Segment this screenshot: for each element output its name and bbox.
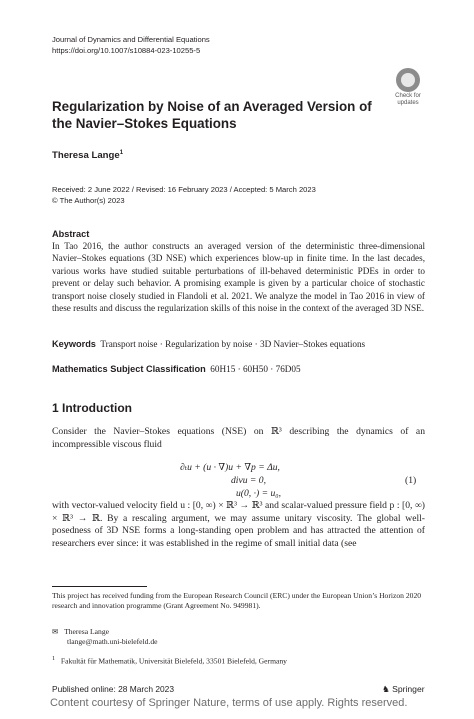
msc-text: 60H15 · 60H50 · 76D05: [210, 364, 301, 374]
article-dates: [52, 185, 316, 206]
journal-header: [52, 34, 210, 56]
keywords: [52, 339, 365, 349]
badge-line1: Check for: [395, 93, 421, 99]
msc-classification: [52, 364, 301, 374]
article-title: Regularization by Noise of an Averaged Version of the Navier–Stokes Equations: [52, 99, 372, 131]
journal-name: Journal of Dynamics and Differential Equations: [52, 35, 210, 44]
affil-number: 1: [52, 655, 56, 662]
intro-paragraph-1: Consider the Navier–Stokes equations (NSE) on ℝ³ describing the dynamics of an incompressible viscous fluid: [52, 426, 425, 450]
equation-line-1: ∂ₜu + (u · ∇)u + ∇p = Δu,: [180, 462, 280, 473]
footnote-divider: [52, 586, 147, 587]
journal-doi[interactable]: https://doi.org/10.1007/s10884-023-10255-5: [52, 46, 201, 55]
courtesy-watermark: Content courtesy of Springer Nature, terms of use apply. Rights reserved.: [50, 697, 408, 709]
author-name: Theresa Lange: [52, 150, 120, 162]
affil-text: Fakultät für Mathematik, Universität Bielefeld, 33501 Bielefeld, Germany: [60, 656, 287, 666]
corr-author-name: Theresa Lange: [64, 627, 109, 636]
dates-history: Received: 2 June 2022 / Revised: 16 February 2023 / Accepted: 5 March 2023: [52, 185, 316, 194]
publisher-name: Springer: [392, 684, 425, 694]
published-online: Published online: 28 March 2023: [52, 684, 174, 694]
springer-logo[interactable]: [382, 684, 425, 695]
corresponding-author: [52, 627, 158, 648]
keywords-text: Transport noise · Regularization by noise · 3D Navier–Stokes equations: [100, 339, 366, 349]
author-line: [52, 150, 123, 161]
badge-line2: updates: [397, 100, 419, 106]
equation-line-2: divu = 0,: [231, 475, 266, 486]
corr-author-email[interactable]: tlange@math.uni-bielefeld.de: [67, 637, 158, 647]
funding-footnote: This project has received funding from the European Research Council (ERC) under the European Union’s Horizon 2020 research and innovation programme (Grant Agreement No. 949981).: [52, 591, 422, 611]
equation-number: (1): [405, 475, 417, 486]
intro-paragraph-2: with vector-valued velocity field u : [0, ∞) × ℝ³ → ℝ³ and scalar-valued pressure field p : [0, ∞) × ℝ³ → ℝ. By a rescaling argument, we may assume unitary viscosity. The global well-posedness of 3D NSE forms a long-standing open problem and has attracted the attention of researchers ever since: it was established in the regime of small initial data (see: [52, 500, 425, 549]
check-for-updates-icon: [396, 68, 420, 92]
springer-horse-icon: ♞: [382, 684, 390, 694]
affiliation: [52, 655, 287, 666]
check-for-updates-badge[interactable]: [392, 68, 424, 108]
abstract-heading: Abstract: [52, 229, 90, 239]
msc-label: Mathematics Subject Classification: [52, 364, 206, 374]
abstract-text: In Tao 2016, the author constructs an averaged version of the deterministic three-dimensional Navier–Stokes equations (3D NSE) which experiences blow-up in finite time. In the last decades, various works have studied suitable perturbations of ill-behaved deterministic PDEs in order to prevent or delay such behavior. A promising example is given by a particular choice of stochastic transport noise closely studied in Flandoli et al. 2021. We analyze the model in Tao 2016 in view of these results and discuss the regularization skills of this noise in the context of the averaged 3D NSE.: [52, 241, 425, 314]
envelope-icon: ✉: [52, 627, 59, 636]
keywords-label: Keywords: [52, 339, 96, 349]
copyright: © The Author(s) 2023: [52, 195, 125, 205]
author-affil-marker: 1: [119, 150, 124, 156]
section-heading-introduction: 1 Introduction: [52, 401, 132, 415]
equation-line-3: u(0, ·) = u₀,: [236, 488, 281, 499]
